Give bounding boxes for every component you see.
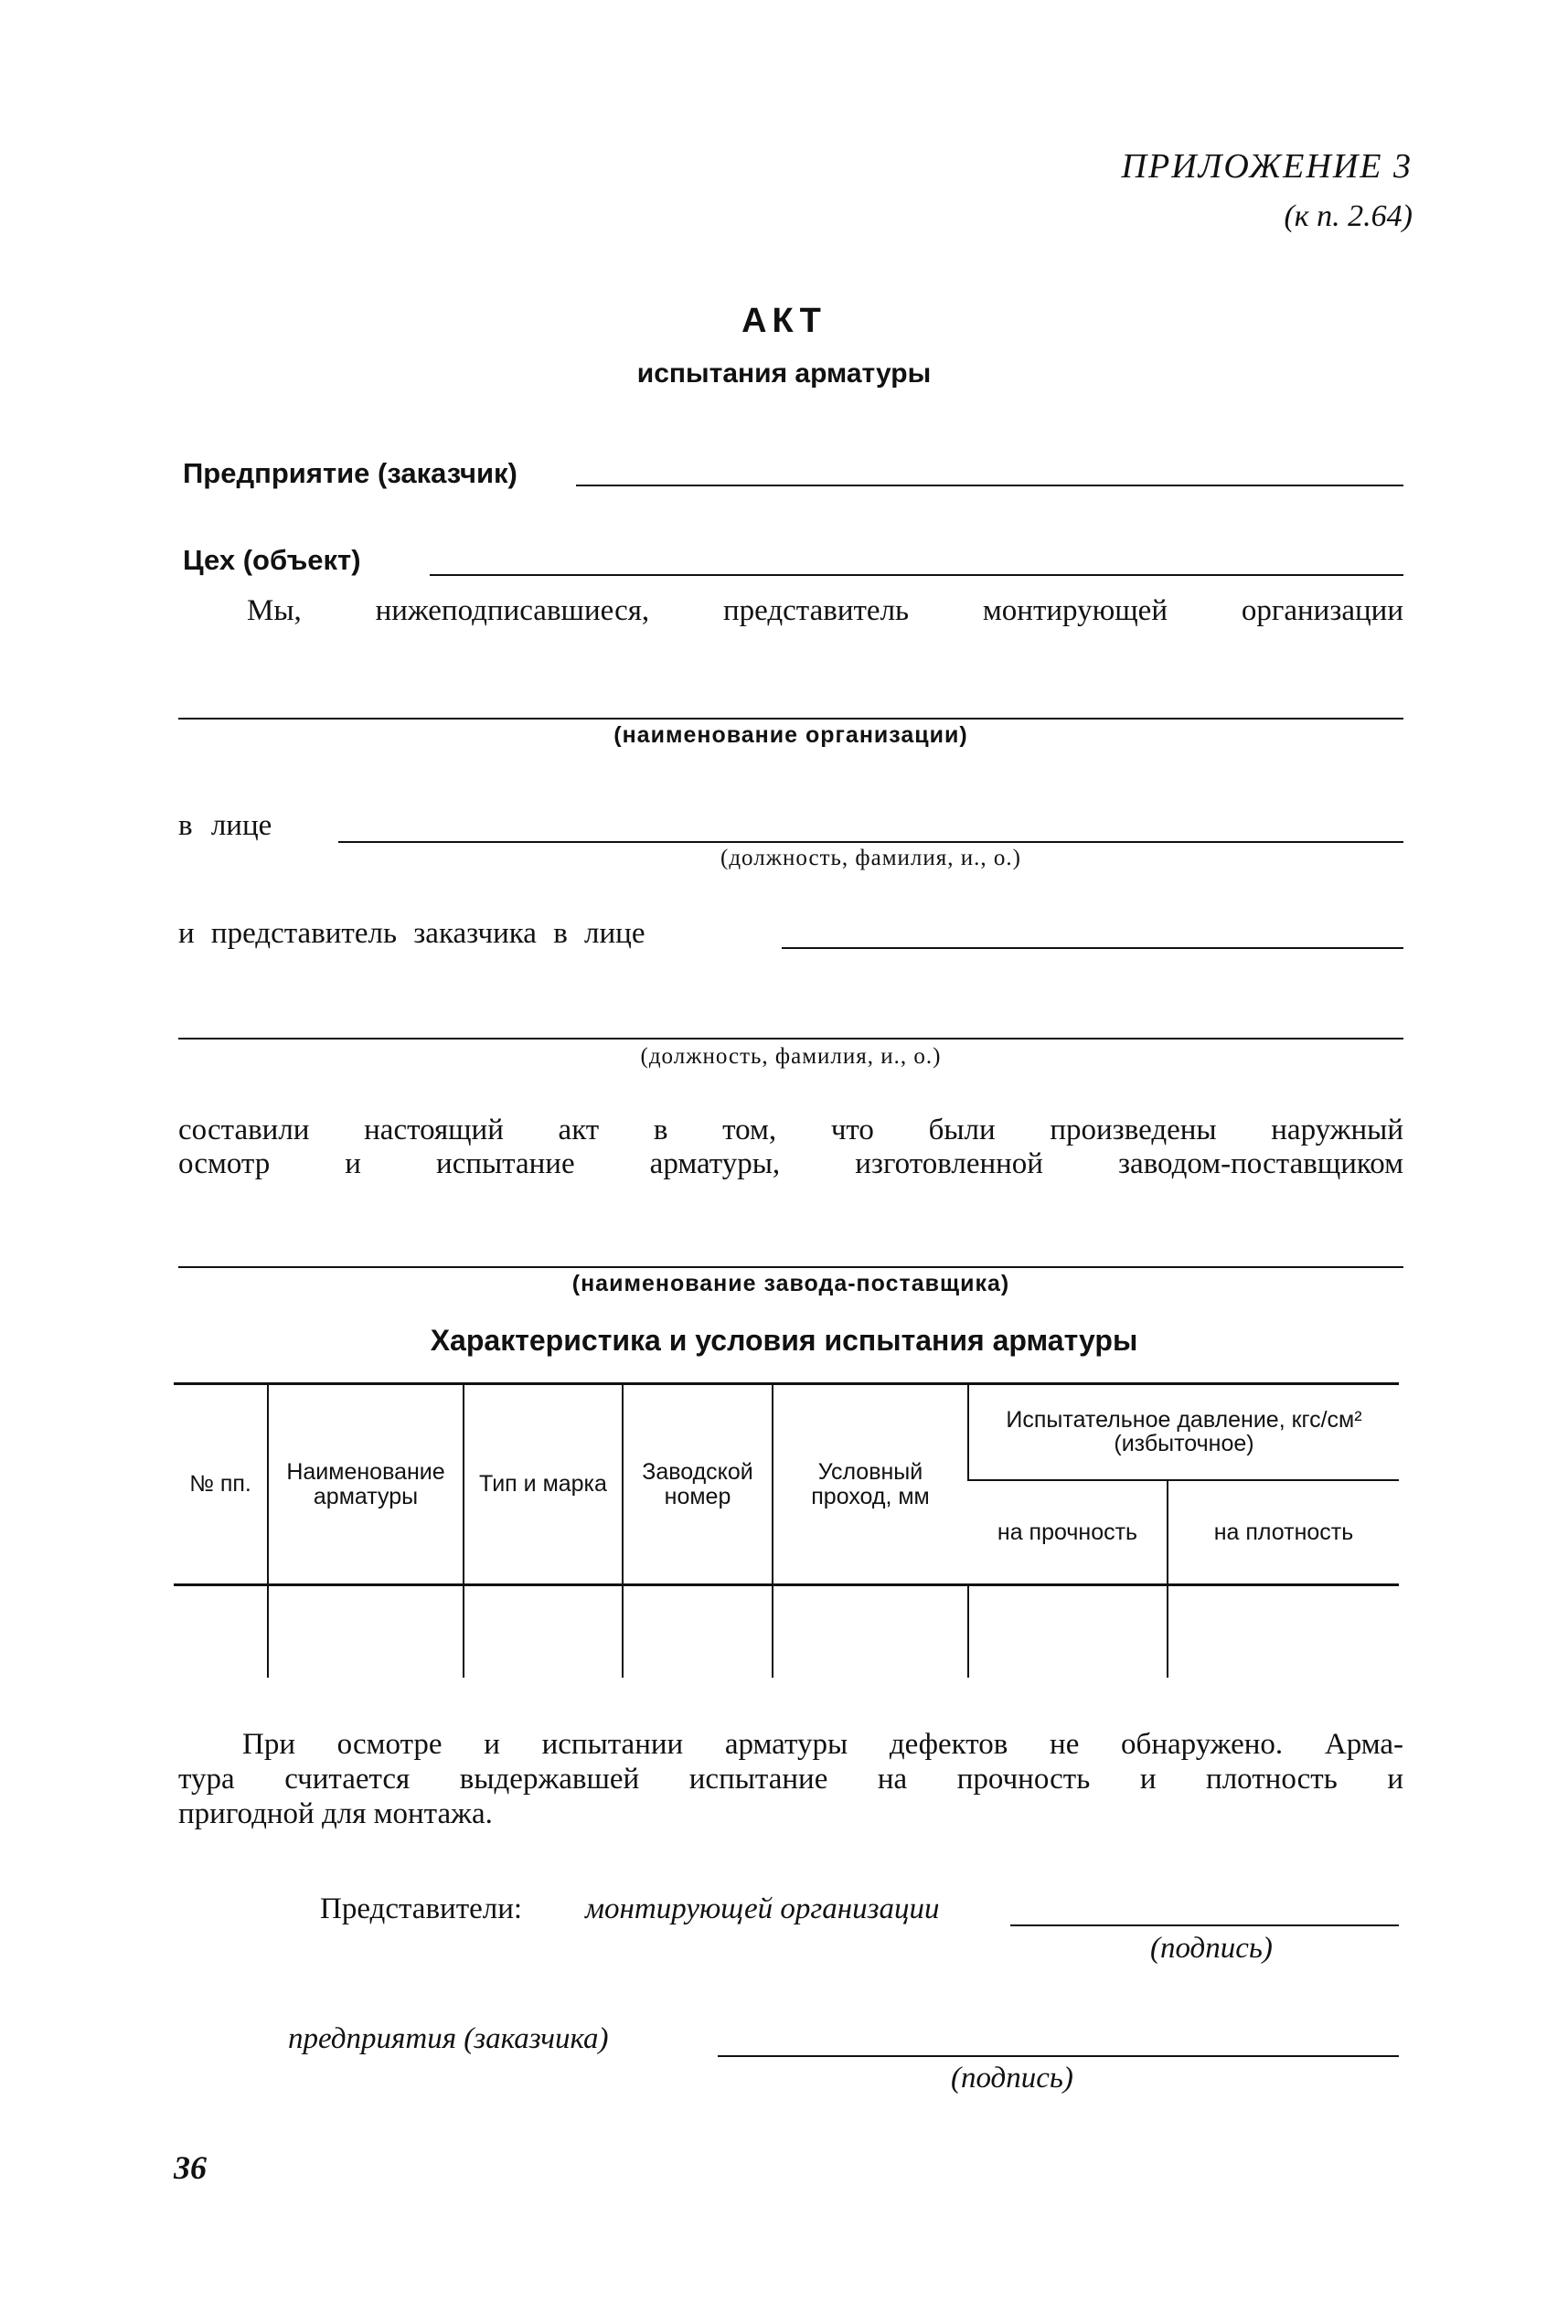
signature-caption-1: (подпись) [1150,1932,1273,1965]
cell-serial[interactable] [623,1585,773,1679]
page-number: 36 [174,2149,207,2186]
act-text-line-1: составили настоящий акт в том, что были произведены наружный [178,1114,1403,1146]
customer-rep-field-line[interactable] [782,947,1403,949]
header-pressure-group: Испытательное давление, кгс/см² (избыточное) [968,1384,1399,1480]
cell-strength[interactable] [968,1585,1168,1679]
shop-field-line[interactable] [430,574,1403,576]
header-num: № пп. [174,1384,268,1585]
header-name: Наименование арматуры [268,1384,464,1585]
act-title: АКТ [741,302,827,340]
organization-caption: (наименование организации) [613,722,968,748]
representatives-label: Представители: [320,1892,523,1925]
customer-position-field-line[interactable] [178,1038,1403,1039]
installer-signature-line[interactable] [1010,1924,1399,1926]
customer-rep-label: и представитель заказчика в лице [178,917,645,950]
conclusion-line-1: При осмотре и испытании арматуры дефектов не обнаружено. Арма- [242,1728,1403,1761]
position-caption-1: (должность, фамилия, и., о.) [720,846,1021,870]
shop-label: Цех (объект) [183,544,361,576]
appendix-reference: (к п. 2.64) [1284,199,1413,233]
table-row [174,1585,1399,1679]
customer-label: предприятия (заказчика) [288,2022,609,2055]
table-title: Характеристика и условия испытания арматуры [430,1324,1138,1357]
supplier-caption: (наименование завода-поставщика) [571,1271,1010,1296]
act-subtitle: испытания арматуры [636,358,932,389]
appendix-title: ПРИЛОЖЕНИЕ 3 [1121,147,1413,186]
supplier-field-line[interactable] [178,1266,1403,1268]
cell-diameter[interactable] [773,1585,968,1679]
header-type: Тип и марка [464,1384,623,1585]
specification-table [174,1382,1399,1678]
enterprise-label: Предприятие (заказчик) [183,457,517,489]
act-text-line-2: осмотр и испытание арматуры, изготовленной заводом-поставщиком [178,1147,1403,1180]
cell-type[interactable] [464,1585,623,1679]
intro-text: Мы, нижеподписавшиеся, представитель монтирующей организации [247,594,1403,627]
customer-signature-line[interactable] [718,2055,1399,2057]
cell-name[interactable] [268,1585,464,1679]
header-density: на плотность [1168,1480,1399,1585]
conclusion-line-3: пригодной для монтажа. [178,1797,493,1830]
cell-num[interactable] [174,1585,268,1679]
installer-label: монтирующей организации [585,1892,940,1925]
enterprise-field-line[interactable] [576,485,1403,486]
organization-field-line[interactable] [178,718,1403,720]
signature-caption-2: (подпись) [951,2062,1073,2095]
in-person-field-line[interactable] [338,841,1403,843]
in-person-label: в лице [178,809,272,842]
header-serial: Заводской номер [623,1384,773,1585]
position-caption-2: (должность, фамилия, и., о.) [640,1044,942,1069]
header-diameter: Условный проход, мм [773,1384,968,1585]
header-strength: на прочность [968,1480,1168,1585]
cell-density[interactable] [1168,1585,1399,1679]
conclusion-line-2: тура считается выдержавшей испытание на прочность и плотность и [178,1763,1403,1796]
